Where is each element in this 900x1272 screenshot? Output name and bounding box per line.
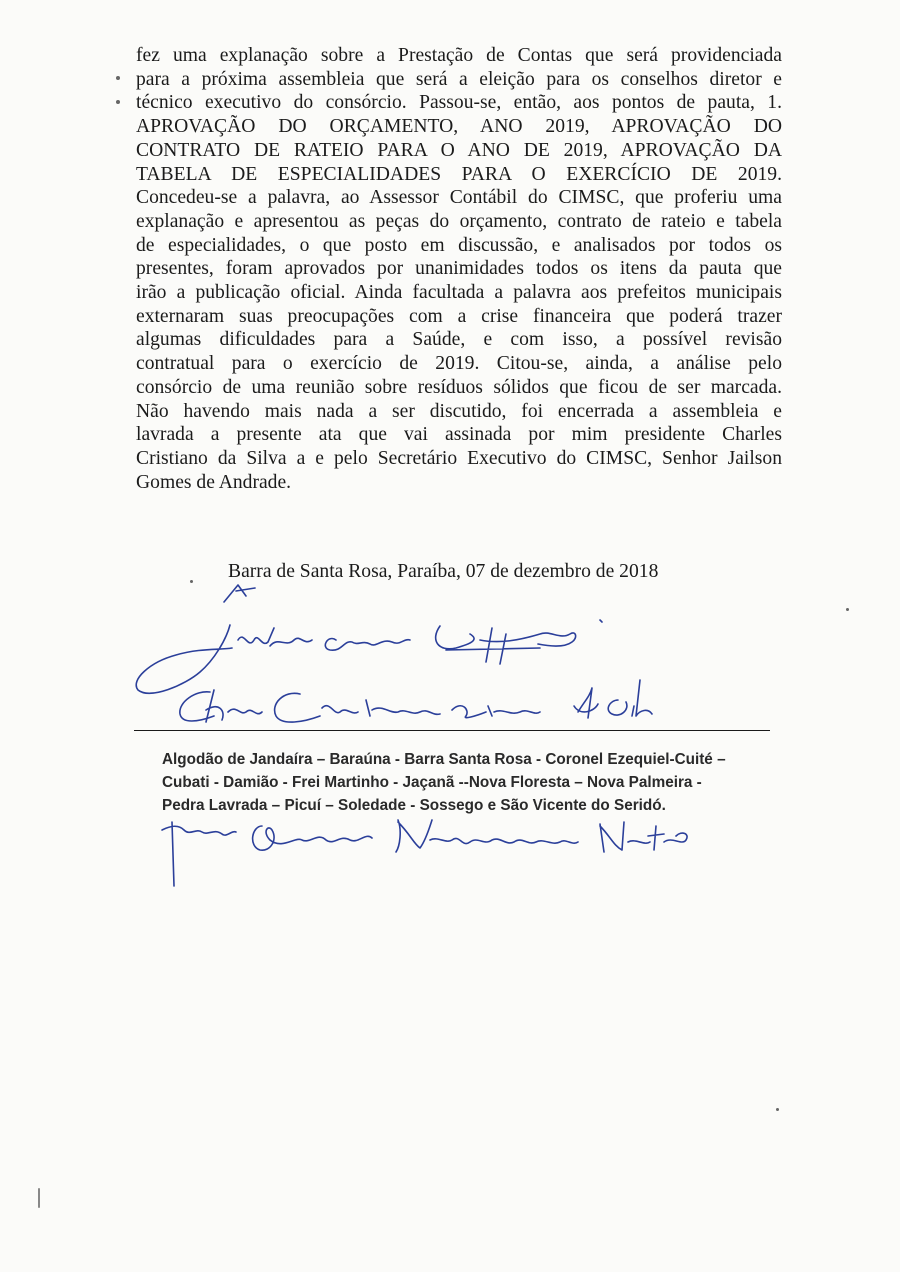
scan-speck [846,608,849,611]
body-line: CONTRATO DE RATEIO PARA O ANO DE 2019, APROVAÇÃO DA [136,139,782,161]
scan-speck [776,1108,779,1111]
body-line: presentes, foram aprovados por unanimidades todos os itens da pauta que [136,258,782,280]
body-line: fez uma explanação sobre a Prestação de Contas que será providenciada [136,45,782,66]
scan-speck [38,1188,40,1208]
body-line: externaram suas preocupações com a crise financeira que poderá trazer [136,305,782,327]
body-line: explanação e apresentou as peças do orçamento, contrato de rateio e tabela [136,210,782,232]
footer-line: Algodão de Jandaíra – Baraúna - Barra Santa Rosa - Coronel Ezequiel-Cuité – [162,751,726,768]
body-line: APROVAÇÃO DO ORÇAMENTO, ANO 2019, APROVAÇÃO DO [136,116,782,138]
place-and-date: Barra de Santa Rosa, Paraíba, 07 de dezembro de 2018 [228,561,659,582]
body-line: de especialidades, o que posto em discussão, e analisados por todos os [136,234,782,256]
municipalities-footer [162,748,782,817]
signature-aquino [162,820,687,886]
body-line: irão a publicação oficial. Ainda facultada a palavra aos prefeitos municipais [136,282,782,304]
body-line: contratual para o exercício de 2019. Citou-se, ainda, a análise pelo [136,353,782,375]
body-line: Concedeu-se a palavra, ao Assessor Contábil do CIMSC, que proferiu uma [136,187,782,209]
body-line: algumas dificuldades para a Saúde, e com isso, a possível revisão [136,329,782,351]
body-line: Não havendo mais nada a ser discutido, foi encerrada a assembleia e [136,400,782,422]
footer-line: Cubati - Damião - Frei Martinho - Jaçanã --Nova Floresta – Nova Palmeira - [162,774,702,791]
signature-charles [180,680,652,722]
signature-jailson [136,620,602,693]
body-line: Gomes de Andrade. [136,471,292,493]
body-line: Cristiano da Silva a e pelo Secretário Executivo do CIMSC, Senhor Jailson [136,447,782,469]
body-line: lavrada a presente ata que vai assinada por mim presidente Charles [136,424,782,446]
scan-speck [116,76,120,80]
body-line: para a próxima assembleia que será a eleição para os conselhos diretor e [136,68,782,90]
signature-line [134,730,770,731]
body-line: TABELA DE ESPECIALIDADES PARA O EXERCÍCIO DE 2019. [136,163,782,185]
scan-speck [116,100,120,104]
caret-mark [224,585,255,602]
body-line: consórcio de uma reunião sobre resíduos sólidos que ficou de ser marcada. [136,376,782,398]
body-line: técnico executivo do consórcio. Passou-se, então, aos pontos de pauta, 1. [136,92,782,114]
scan-speck [190,580,193,583]
footer-line: Pedra Lavrada – Picuí – Soledade - Sossego e São Vicente do Seridó. [162,797,666,814]
